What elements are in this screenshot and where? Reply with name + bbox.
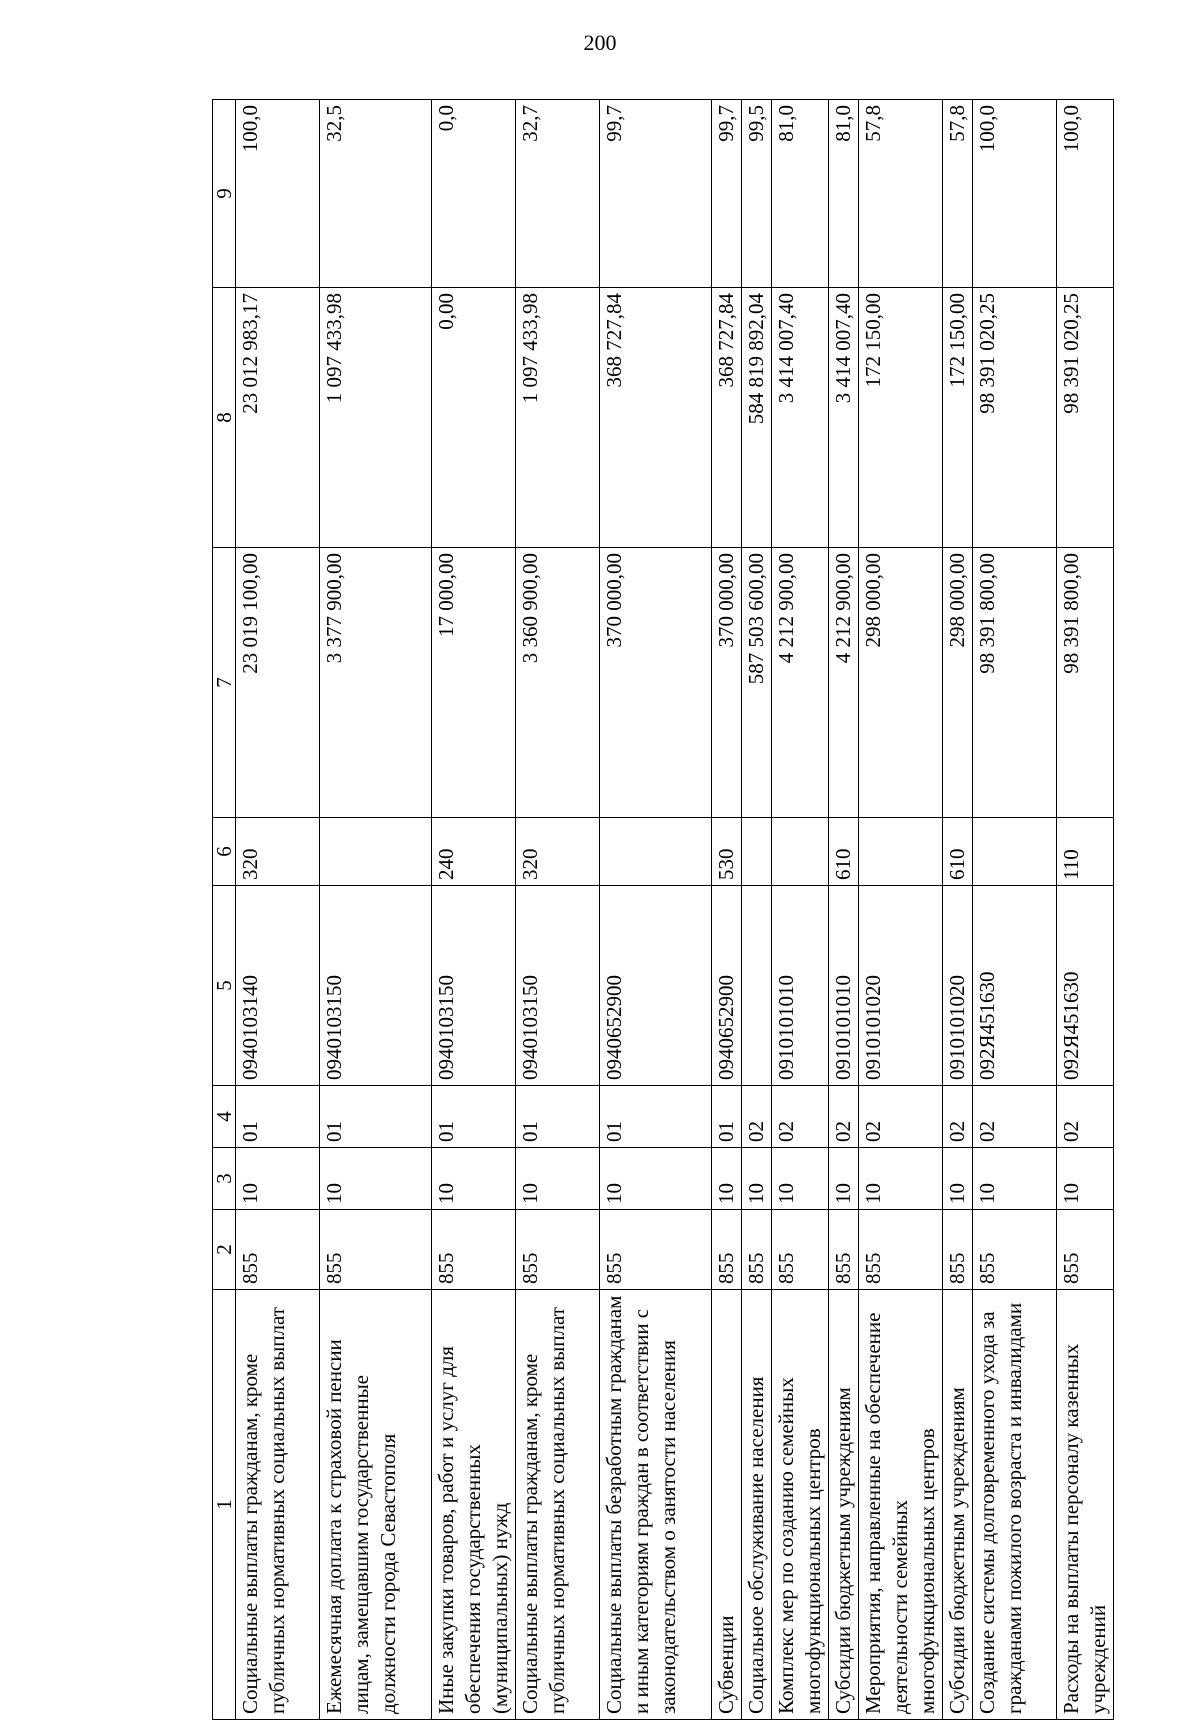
target-article-cell: 0940103150 <box>516 886 600 1086</box>
subsection-code-cell: 02 <box>859 1086 943 1148</box>
column-header-9: 9 <box>213 100 236 288</box>
execution-percent-cell: 57,8 <box>943 100 973 288</box>
table-row <box>600 100 712 1720</box>
column-header-8: 8 <box>213 288 236 548</box>
target-article-cell: 0940103150 <box>320 886 432 1086</box>
execution-percent-cell: 81,0 <box>829 100 859 288</box>
column-header-5: 5 <box>213 886 236 1086</box>
admin-code-cell: 855 <box>1057 1210 1114 1290</box>
admin-code-cell: 855 <box>943 1210 973 1290</box>
row-name-cell: Субсидии бюджетным учреждениям <box>829 1290 859 1720</box>
subsection-code-cell: 02 <box>943 1086 973 1148</box>
planned-amount-cell: 298 000,00 <box>943 548 973 818</box>
expense-type-cell <box>973 818 1057 886</box>
expense-type-cell: 610 <box>829 818 859 886</box>
actual-amount-cell: 172 150,00 <box>859 288 943 548</box>
subsection-code-cell: 02 <box>772 1086 829 1148</box>
column-header-7: 7 <box>213 548 236 818</box>
execution-percent-cell: 100,0 <box>236 100 320 288</box>
expense-type-cell: 530 <box>712 818 742 886</box>
section-code-cell: 10 <box>1057 1148 1114 1210</box>
planned-amount-cell: 3 360 900,00 <box>516 548 600 818</box>
subsection-code-cell: 01 <box>712 1086 742 1148</box>
row-name-cell: Иные закупки товаров, работ и услуг для обеспечения государственных (муниципальных) нужд <box>432 1290 516 1720</box>
row-name-cell: Социальные выплаты безработным гражданам и иным категориям граждан в соответствии с законодательством о занятости населения <box>600 1290 712 1720</box>
row-name-cell: Создание системы долговременного ухода за гражданами пожилого возраста и инвалидами <box>973 1290 1057 1720</box>
actual-amount-cell: 584 819 892,04 <box>742 288 772 548</box>
row-name-cell: Социальные выплаты гражданам, кроме публичных нормативных социальных выплат <box>236 1290 320 1720</box>
admin-code-cell: 855 <box>859 1210 943 1290</box>
actual-amount-cell: 98 391 020,25 <box>1057 288 1114 548</box>
execution-percent-cell: 100,0 <box>1057 100 1114 288</box>
target-article-cell: 0910101010 <box>829 886 859 1086</box>
subsection-code-cell: 01 <box>236 1086 320 1148</box>
target-article-cell: 0940103150 <box>432 886 516 1086</box>
expense-type-cell: 610 <box>943 818 973 886</box>
planned-amount-cell: 370 000,00 <box>712 548 742 818</box>
subsection-code-cell: 01 <box>432 1086 516 1148</box>
target-article-cell: 0940103140 <box>236 886 320 1086</box>
section-code-cell: 10 <box>859 1148 943 1210</box>
table-row <box>432 100 516 1720</box>
column-header-4: 4 <box>213 1086 236 1148</box>
planned-amount-cell: 298 000,00 <box>859 548 943 818</box>
planned-amount-cell: 98 391 800,00 <box>973 548 1057 818</box>
column-header-3: 3 <box>213 1148 236 1210</box>
actual-amount-cell: 3 414 007,40 <box>772 288 829 548</box>
subsection-code-cell: 01 <box>516 1086 600 1148</box>
expense-type-cell: 320 <box>236 818 320 886</box>
budget-table <box>212 99 1114 1720</box>
target-article-cell: 092Я451630 <box>973 886 1057 1086</box>
table-row <box>320 100 432 1720</box>
table-row <box>772 100 829 1720</box>
actual-amount-cell: 3 414 007,40 <box>829 288 859 548</box>
target-article-cell: 0940652900 <box>600 886 712 1086</box>
admin-code-cell: 855 <box>829 1210 859 1290</box>
section-code-cell: 10 <box>320 1148 432 1210</box>
admin-code-cell: 855 <box>600 1210 712 1290</box>
actual-amount-cell: 98 391 020,25 <box>973 288 1057 548</box>
expense-type-cell: 240 <box>432 818 516 886</box>
execution-percent-cell: 0,0 <box>432 100 516 288</box>
execution-percent-cell: 99,7 <box>712 100 742 288</box>
actual-amount-cell: 1 097 433,98 <box>320 288 432 548</box>
planned-amount-cell: 98 391 800,00 <box>1057 548 1114 818</box>
row-name-cell: Комплекс мер по созданию семейных многофункциональных центров <box>772 1290 829 1720</box>
target-article-cell: 0910101010 <box>772 886 829 1086</box>
subsection-code-cell: 02 <box>829 1086 859 1148</box>
admin-code-cell: 855 <box>236 1210 320 1290</box>
actual-amount-cell: 368 727,84 <box>600 288 712 548</box>
planned-amount-cell: 17 000,00 <box>432 548 516 818</box>
row-name-cell: Социальные выплаты гражданам, кроме публичных нормативных социальных выплат <box>516 1290 600 1720</box>
target-article-cell: 0910101020 <box>943 886 973 1086</box>
actual-amount-cell: 0,00 <box>432 288 516 548</box>
execution-percent-cell: 32,7 <box>516 100 600 288</box>
admin-code-cell: 855 <box>973 1210 1057 1290</box>
planned-amount-cell: 3 377 900,00 <box>320 548 432 818</box>
execution-percent-cell: 99,7 <box>600 100 712 288</box>
admin-code-cell: 855 <box>320 1210 432 1290</box>
expense-type-cell <box>772 818 829 886</box>
section-code-cell: 10 <box>742 1148 772 1210</box>
column-number-row <box>213 100 236 1720</box>
expense-type-cell: 320 <box>516 818 600 886</box>
admin-code-cell: 855 <box>712 1210 742 1290</box>
subsection-code-cell: 02 <box>742 1086 772 1148</box>
table-row <box>829 100 859 1720</box>
admin-code-cell: 855 <box>432 1210 516 1290</box>
table-row <box>712 100 742 1720</box>
planned-amount-cell: 23 019 100,00 <box>236 548 320 818</box>
admin-code-cell: 855 <box>516 1210 600 1290</box>
admin-code-cell: 855 <box>772 1210 829 1290</box>
execution-percent-cell: 81,0 <box>772 100 829 288</box>
actual-amount-cell: 23 012 983,17 <box>236 288 320 548</box>
section-code-cell: 10 <box>516 1148 600 1210</box>
row-name-cell: Субвенции <box>712 1290 742 1720</box>
planned-amount-cell: 4 212 900,00 <box>772 548 829 818</box>
table-row <box>236 100 320 1720</box>
target-article-cell: 0940652900 <box>712 886 742 1086</box>
target-article-cell: 092Я451630 <box>1057 886 1114 1086</box>
table-row <box>742 100 772 1720</box>
table-row <box>943 100 973 1720</box>
section-code-cell: 10 <box>943 1148 973 1210</box>
page-number: 200 <box>583 30 617 55</box>
expense-type-cell <box>320 818 432 886</box>
table-row <box>859 100 943 1720</box>
expense-type-cell: 110 <box>1057 818 1114 886</box>
execution-percent-cell: 57,8 <box>859 100 943 288</box>
table-row <box>516 100 600 1720</box>
expense-type-cell <box>742 818 772 886</box>
column-header-1: 1 <box>213 1290 236 1720</box>
table-row <box>973 100 1057 1720</box>
row-name-cell: Мероприятия, направленные на обеспечение деятельности семейных многофункциональных центров <box>859 1290 943 1720</box>
execution-percent-cell: 100,0 <box>973 100 1057 288</box>
actual-amount-cell: 1 097 433,98 <box>516 288 600 548</box>
planned-amount-cell: 587 503 600,00 <box>742 548 772 818</box>
row-name-cell: Социальное обслуживание населения <box>742 1290 772 1720</box>
actual-amount-cell: 368 727,84 <box>712 288 742 548</box>
section-code-cell: 10 <box>973 1148 1057 1210</box>
admin-code-cell: 855 <box>742 1210 772 1290</box>
section-code-cell: 10 <box>829 1148 859 1210</box>
section-code-cell: 10 <box>236 1148 320 1210</box>
target-article-cell <box>742 886 772 1086</box>
section-code-cell: 10 <box>432 1148 516 1210</box>
section-code-cell: 10 <box>772 1148 829 1210</box>
section-code-cell: 10 <box>712 1148 742 1210</box>
subsection-code-cell: 02 <box>973 1086 1057 1148</box>
execution-percent-cell: 32,5 <box>320 100 432 288</box>
rotated-table-wrapper <box>212 100 1110 1720</box>
column-header-2: 2 <box>213 1210 236 1290</box>
column-header-6: 6 <box>213 818 236 886</box>
subsection-code-cell: 01 <box>320 1086 432 1148</box>
row-name-cell: Ежемесячная доплата к страховой пенсии лицам, замещавшим государственные должности города Севастополя <box>320 1290 432 1720</box>
planned-amount-cell: 4 212 900,00 <box>829 548 859 818</box>
row-name-cell: Субсидии бюджетным учреждениям <box>943 1290 973 1720</box>
expense-type-cell <box>859 818 943 886</box>
section-code-cell: 10 <box>600 1148 712 1210</box>
expense-type-cell <box>600 818 712 886</box>
table-row <box>1057 100 1114 1720</box>
row-name-cell: Расходы на выплаты персоналу казенных учреждений <box>1057 1290 1114 1720</box>
target-article-cell: 0910101020 <box>859 886 943 1086</box>
planned-amount-cell: 370 000,00 <box>600 548 712 818</box>
subsection-code-cell: 02 <box>1057 1086 1114 1148</box>
execution-percent-cell: 99,5 <box>742 100 772 288</box>
subsection-code-cell: 01 <box>600 1086 712 1148</box>
actual-amount-cell: 172 150,00 <box>943 288 973 548</box>
